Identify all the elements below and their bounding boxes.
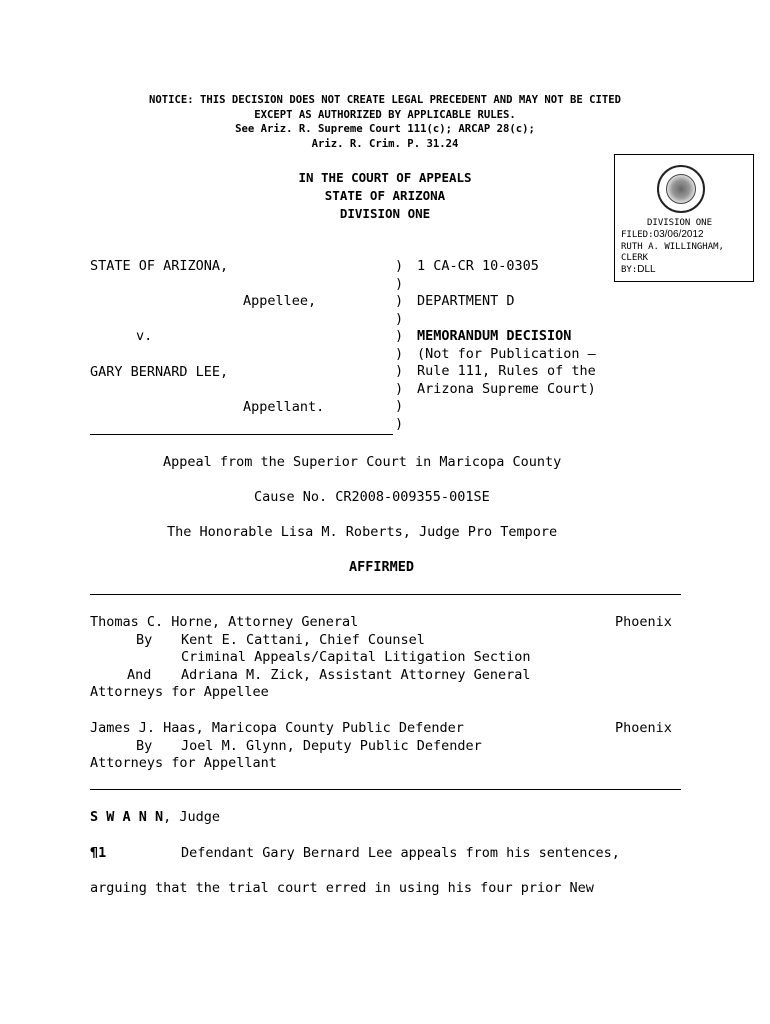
stamp-filed-label: FILED: (621, 230, 654, 240)
appellee-counsel-4: Adriana M. Zick, Assistant Attorney General (181, 666, 531, 683)
versus: v. (136, 328, 153, 344)
notice-line-2: EXCEPT AS AUTHORIZED BY APPLICABLE RULES. (254, 108, 516, 121)
appellee-counsel-2: Kent E. Cattani, Chief Counsel (181, 631, 425, 648)
party-defendant: GARY BERNARD LEE, (90, 364, 229, 380)
cause-number: Cause No. CR2008-009355-001SE (254, 489, 490, 505)
appellant-counsel-2: Joel M. Glynn, Deputy Public Defender (181, 737, 482, 754)
caption-paren: ) (395, 398, 404, 414)
party-state-role: Appellee, (243, 293, 317, 309)
publication-note-2: Rule 111, Rules of the (417, 363, 596, 379)
caption-paren: ) (395, 380, 404, 397)
caption-paren: ) (395, 328, 404, 344)
notice-line-1: NOTICE: THIS DECISION DOES NOT CREATE LEGAL PRECEDENT AND MAY NOT BE CITED (149, 94, 621, 106)
caption-paren: ) (395, 310, 404, 327)
paragraph-1-line-1: Defendant Gary Bernard Lee appeals from his sentences, (181, 845, 620, 861)
caption-paren: ) (395, 415, 404, 432)
appellee-and-label: And (127, 666, 152, 683)
appellee-counsel-1: Thomas C. Horne, Attorney General (90, 614, 359, 630)
appellant-city: Phoenix (615, 720, 672, 736)
appellant-by-label: By (136, 737, 153, 754)
author-suffix: , Judge (163, 809, 221, 825)
stamp-by (621, 264, 656, 276)
caption-paren: ) (395, 293, 404, 309)
notice-line-3: See Ariz. R. Supreme Court 111(c); ARCAP 28(c); (235, 123, 535, 135)
appellant-attorneys-for: Attorneys for Appellant (90, 755, 277, 771)
stamp-filed (621, 229, 704, 241)
stamp-division: DIVISION ONE (647, 218, 713, 228)
publication-note-3: Arizona Supreme Court) (417, 380, 596, 397)
caption-paren: ) (395, 258, 404, 274)
trial-judge: The Honorable Lisa M. Roberts, Judge Pro Tempore (167, 524, 558, 540)
caption-paren: ) (395, 345, 404, 362)
appellee-city: Phoenix (615, 614, 672, 630)
stamp-by-label: BY: (621, 265, 638, 275)
department: DEPARTMENT D (417, 293, 515, 309)
publication-note-1: (Not for Publication – (417, 345, 596, 362)
stamp-clerk-name: RUTH A. WILLINGHAM, (621, 242, 724, 252)
court-name: IN THE COURT OF APPEALS (298, 170, 472, 185)
decision-type: MEMORANDUM DECISION (417, 328, 572, 344)
author-name: S W A N N (90, 809, 164, 825)
appellee-counsel-3: Criminal Appeals/Capital Litigation Section (181, 649, 531, 665)
notice-line-4: Ariz. R. Crim. P. 31.24 (311, 137, 459, 150)
appellee-by-label: By (136, 631, 153, 648)
stamp-filed-date: 03/06/2012 (653, 229, 704, 240)
filing-stamp (614, 154, 754, 282)
caption-paren: ) (395, 363, 404, 379)
section-divider-bottom (90, 789, 681, 790)
caption-paren: ) (395, 275, 404, 292)
court-state: STATE OF ARIZONA (324, 188, 446, 203)
opinion-author (90, 809, 220, 825)
court-division: DIVISION ONE (339, 206, 431, 221)
appellant-counsel-1: James J. Haas, Maricopa County Public Defender (90, 720, 464, 736)
party-defendant-role: Appellant. (243, 399, 325, 415)
appeal-from: Appeal from the Superior Court in Maricopa County (163, 454, 562, 470)
court-seal-icon (657, 165, 705, 213)
caption-underline (90, 434, 393, 435)
disposition: AFFIRMED (349, 559, 415, 575)
party-state: STATE OF ARIZONA, (90, 258, 229, 274)
stamp-by-value: DLL (637, 264, 656, 275)
case-number: 1 CA-CR 10-0305 (417, 258, 539, 274)
stamp-clerk-title: CLERK (621, 253, 649, 263)
section-divider-top (90, 594, 681, 595)
paragraph-1-line-2: arguing that the trial court erred in using his four prior New (90, 880, 594, 896)
appellee-attorneys-for: Attorneys for Appellee (90, 684, 269, 700)
paragraph-mark: ¶1 (90, 845, 107, 861)
